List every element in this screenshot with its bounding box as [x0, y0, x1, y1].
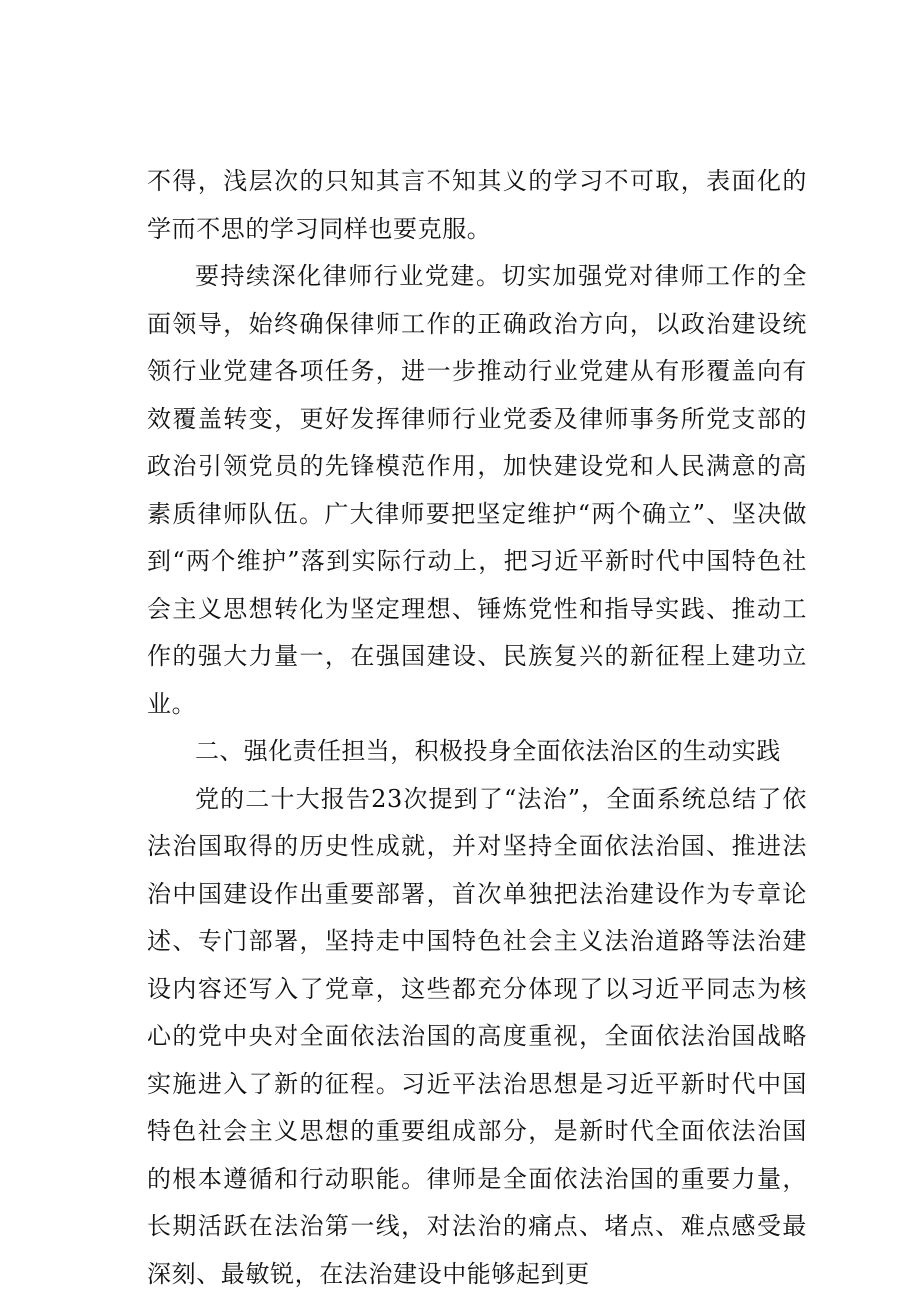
paragraph-lawyer-party-building: 要持续深化律师行业党建。切实加强党对律师工作的全面领导，始终确保律师工作的正确政治方向，以政治建设统领行业党建各项任务，进一步推动行业党建从有形覆盖向有效覆盖转变，更好发挥律师行业党委及律师事务所党支部的政治引领党员的先锋模范作用，加快建设党和人民满意的高素质律师队伍。广大律师要把坚定维护“两个确立”、坚决做到“两个维护”落到实际行动上，把习近平新时代中国特色社会主义思想转化为坚定理想、锤炼党性和指导实践、推动工作的强大力量一，在强国建设、民族复兴的新征程上建功立业。: [147, 262, 807, 718]
paragraph-continuation: 不得，浅层次的只知其言不知其义的学习不可取，表面化的学而不思的学习同样也要克服。: [147, 167, 807, 243]
section-heading-2: 二、强化责任担当，积极投身全面依法治区的生动实践: [195, 737, 781, 765]
document-page: [147, 158, 807, 1298]
paragraph-rule-of-law: 党的二十大报告23次提到了“法治”，全面系统总结了依法治国取得的历史性成就，并对坚持全面依法治国、推进法治中国建设作出重要部署，首次单独把法治建设作为专章论述、专门部署，坚持走中国特色社会主义法治道路等法治建设内容还写入了党章，这些都充分体现了以习近平同志为核心的党中央对全面依法治国的高度重视，全面依法治国战略实施进入了新的征程。习近平法治思想是习近平新时代中国特色社会主义思想的重要组成部分，是新时代全面依法治国的根本遵循和行动职能。律师是全面依法治国的重要力量，长期活跃在法治第一线，对法治的痛点、堵点、难点感受最深刻、最敏锐，在法治建设中能够起到更: [147, 784, 807, 1288]
